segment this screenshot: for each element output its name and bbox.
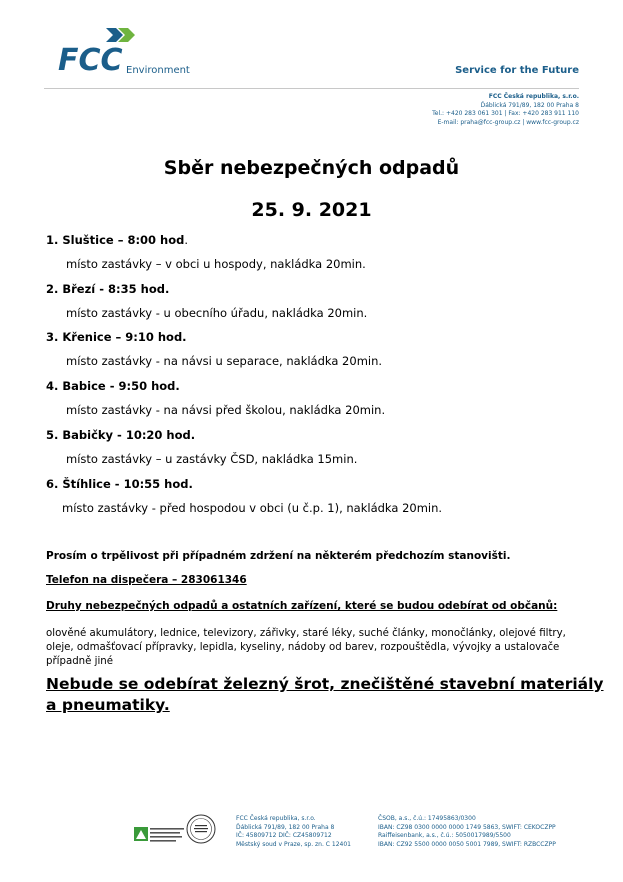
stop-heading: 6. Štíhlice - 10:55 hod. (46, 477, 193, 491)
footer-line: ČSOB, a.s., č.ú.: 17495863/0300 (378, 815, 476, 822)
address-line: E-mail: praha@fcc-group.cz | www.fcc-group.cz (437, 118, 579, 126)
footer-bank-info (378, 815, 556, 849)
iso-certification-seal (186, 814, 216, 844)
collection-date: 25. 9. 2021 (251, 199, 372, 221)
certification-logo (134, 826, 186, 844)
footer-line: Městský soud v Praze, sp. zn. C 12401 (236, 840, 351, 848)
stop-location: místo zastávky – v obci u hospody, nakládka 20min. (66, 257, 366, 271)
company-address-block (432, 93, 579, 127)
footer-line: IBAN: CZ92 5500 0000 0050 5001 7989, SWIFT: RZBCCZPP (378, 840, 556, 848)
patience-note: Prosím o trpělivost při případném zdržení na některém předchozím stanovišti. (46, 550, 511, 562)
excluded-items-warning: Nebude se odebírat železný šrot, znečištěné stavební materiály a pneumatiky. (46, 675, 604, 714)
logo-text: FCC (58, 43, 123, 76)
stop-location: místo zastávky - na návsi u separace, nakládka 20min. (66, 354, 383, 368)
footer-line: IBAN: CZ98 0300 0000 0000 1749 5863, SWIFT: CEKOCZPP (378, 823, 556, 831)
stop-location: místo zastávky – u zastávky ČSD, nakládka 15min. (66, 452, 358, 466)
header-divider (44, 88, 579, 89)
stop-heading: 3. Křenice – 9:10 hod. (46, 330, 187, 344)
stop-location: místo zastávky - před hospodou v obci (u č.p. 1), nakládka 20min. (62, 501, 443, 515)
footer-line: IČ: 45809712 DIČ: CZ45809712 (236, 832, 332, 840)
footer-line: Ďáblická 791/89, 182 00 Praha 8 (236, 823, 335, 831)
address-line: FCC Česká republika, s.r.o. (488, 93, 579, 100)
logo-subtitle: Environment (126, 65, 190, 76)
footer-line: FCC Česká republika, s.r.o. (236, 815, 316, 822)
page-title: Sběr nebezpečných odpadů (163, 157, 460, 179)
stop-location: místo zastávky - u obecního úřadu, nakládka 20min. (66, 306, 368, 320)
footer-company-info (236, 815, 351, 849)
stop-heading: 1. Sluštice – 8:00 hod. (46, 233, 189, 247)
footer-line: Raiffeisenbank, a.s., č.ú.: 5050017989/5500 (378, 832, 511, 840)
address-line: Ďáblická 791/89, 182 00 Praha 8 (480, 101, 579, 109)
dispatcher-phone: Telefon na dispečera – 283061346 (46, 574, 247, 586)
stop-location: místo zastávky - na návsi před školou, nakládka 20min. (66, 403, 386, 417)
stop-heading: 5. Babičky - 10:20 hod. (46, 428, 196, 442)
waste-types-heading: Druhy nebezpečných odpadů a ostatních zařízení, které se budou odebírat od občanů: (46, 600, 558, 612)
stop-heading: 4. Babice - 9:50 hod. (46, 379, 180, 393)
address-line: Tel.: +420 283 061 301 | Fax: +420 283 911 110 (432, 110, 579, 117)
waste-types-list: olověné akumulátory, lednice, televizory, zářivky, staré léky, suché články, monočlánky, olejové filtry, oleje, odmašťovací přípravky, lepidla, kyseliny, nádoby od barev, rozpouštědla, vývojky a ustalovače případně jiné (46, 628, 566, 667)
tagline: Service for the Future (455, 65, 579, 76)
stop-heading: 2. Březí - 8:35 hod. (46, 282, 170, 296)
